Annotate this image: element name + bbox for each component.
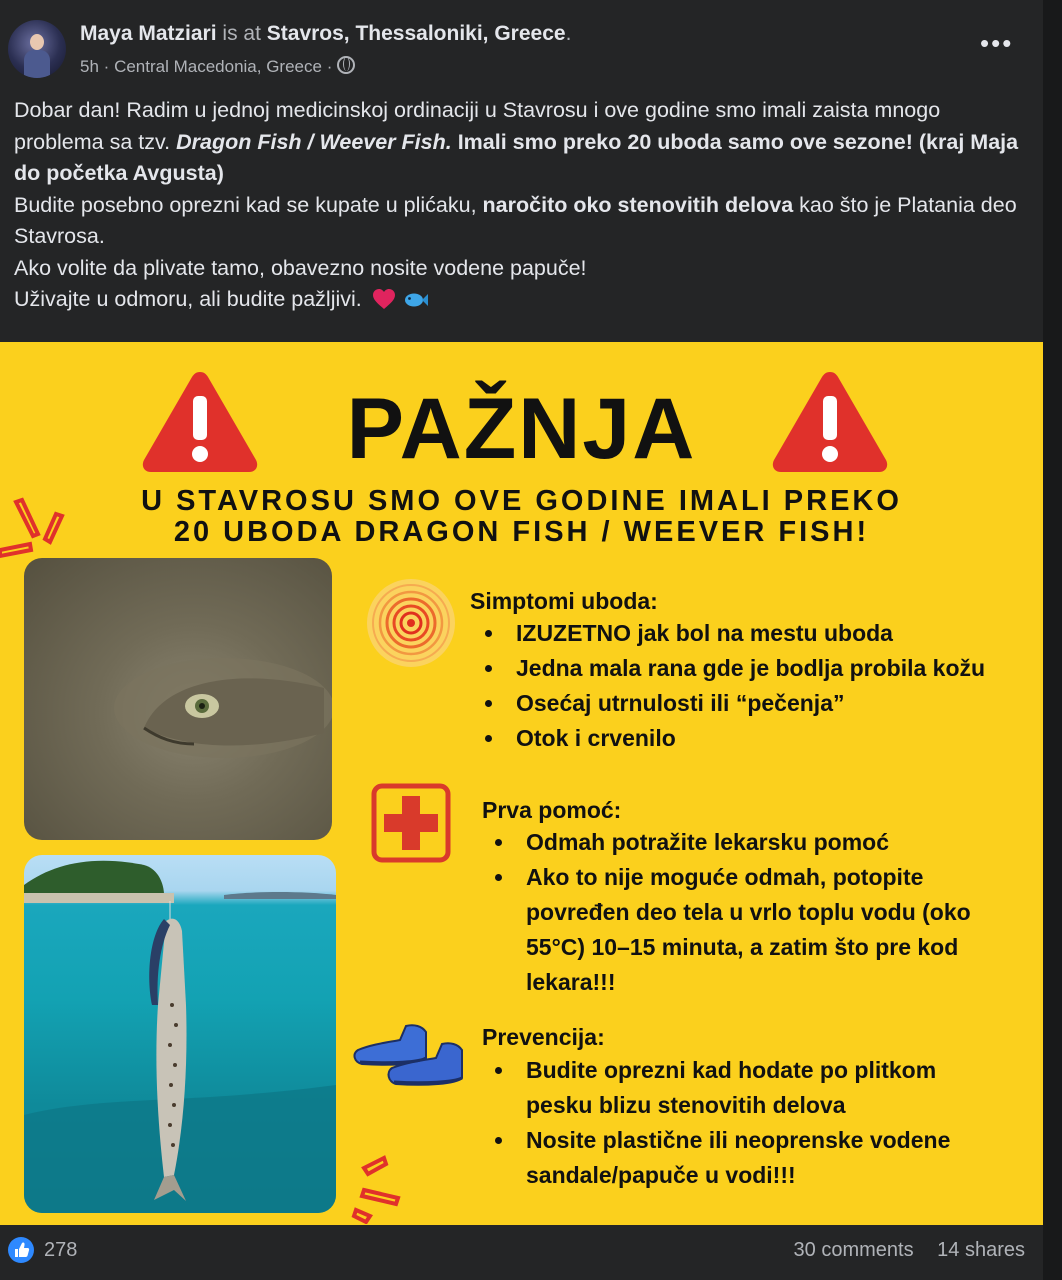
post-meta <box>80 56 355 77</box>
list-item: • Otok i crvenilo <box>506 721 1043 756</box>
list-item: • IZUZETNO jak bol na mestu uboda <box>506 616 1043 651</box>
post-paragraph: Uživajte u odmoru, ali budite pažljivi. <box>14 284 1034 316</box>
meta-separator: · <box>103 57 110 76</box>
first-aid-heading: Prva pomoć: <box>482 797 622 823</box>
water-shoes-icon <box>352 1022 468 1090</box>
like-count[interactable]: 278 <box>44 1239 78 1261</box>
list-item: • Ako to nije moguće odmah, potopite povređen deo tela u vrlo toplu vodu (oko 55°C) 10–15 minuta, a zatim što pre kod lekara!!! <box>516 860 1006 1000</box>
comments-count[interactable]: 30 comments <box>793 1239 914 1261</box>
is-at-text: is at <box>222 22 261 45</box>
list-item: • Osećaj utrnulosti ili “pečenja” <box>506 686 1043 721</box>
post-paragraph: Budite posebno oprezni kad se kupate u plićaku, naročito oko stenovitih delova kao što je Platania deo Stavrosa. <box>14 192 1017 248</box>
poster-title: PAŽNJA <box>346 381 697 477</box>
spark-decoration-icon <box>0 494 72 564</box>
warning-poster[interactable] <box>0 342 1043 1225</box>
post-paragraph: Dobar dan! Radim u jednoj medicinskoj ordinaciji u Stavrosu i ove godine smo imali zaista mnogo problema sa tzv. Dragon Fish / Weever Fish. Imali smo preko 20 uboda samo ove sezone! (kraj Maja do početka Avgusta) <box>14 98 1019 185</box>
spark-decoration-icon <box>350 1154 410 1224</box>
period-text: . <box>565 22 572 45</box>
author-avatar[interactable] <box>8 20 66 78</box>
list-item: • Odmah potražite lekarsku pomoć <box>516 825 1034 860</box>
symptoms-heading: Simptomi uboda: <box>470 588 658 614</box>
meta-separator: · <box>326 57 333 76</box>
post-header <box>0 0 1043 90</box>
post-paragraph: Ako volite da plivate tamo, obavezno nosite vodene papuče! <box>14 255 587 280</box>
post-time[interactable]: 5h <box>80 57 99 76</box>
prevention-list <box>494 1053 1034 1193</box>
engagement-stats <box>776 1239 1025 1262</box>
post-region: Central Macedonia, Greece <box>114 57 322 76</box>
fish-icon <box>402 289 428 309</box>
location-link[interactable]: Stavros, Thessaloniki, Greece <box>266 22 566 45</box>
shares-count[interactable]: 14 shares <box>937 1239 1025 1261</box>
author-line <box>80 22 571 46</box>
first-aid-list <box>494 825 1034 1000</box>
weever-fish-sand-photo <box>24 558 332 840</box>
like-reaction-icon[interactable] <box>8 1237 34 1263</box>
post-text <box>14 95 1034 316</box>
globe-icon[interactable] <box>337 56 355 74</box>
poster-subtitle: U STAVROSU SMO OVE GODINE IMALI PREKO 20 UBODA DRAGON FISH / WEEVER FISH! <box>141 485 902 548</box>
post-footer <box>0 1225 1043 1280</box>
list-item: • Jedna mala rana gde je bodlja probila kožu <box>506 651 1043 686</box>
first-aid-cross-icon <box>370 782 452 864</box>
weever-fish-sea-photo <box>24 855 336 1213</box>
symptoms-list <box>484 616 1043 756</box>
pain-target-icon <box>366 578 456 668</box>
heart-icon <box>372 288 396 310</box>
more-options-icon[interactable]: ••• <box>980 28 1014 58</box>
list-item: • Budite oprezni kad hodate po plitkom pesku blizu stenovitih delova <box>516 1053 996 1123</box>
author-name[interactable]: Maya Matziari <box>80 22 217 45</box>
prevention-heading: Prevencija: <box>482 1024 605 1050</box>
page-background <box>1043 0 1062 1280</box>
list-item: • Nosite plastične ili neoprenske vodene sandale/papuče u vodi!!! <box>516 1123 1006 1193</box>
